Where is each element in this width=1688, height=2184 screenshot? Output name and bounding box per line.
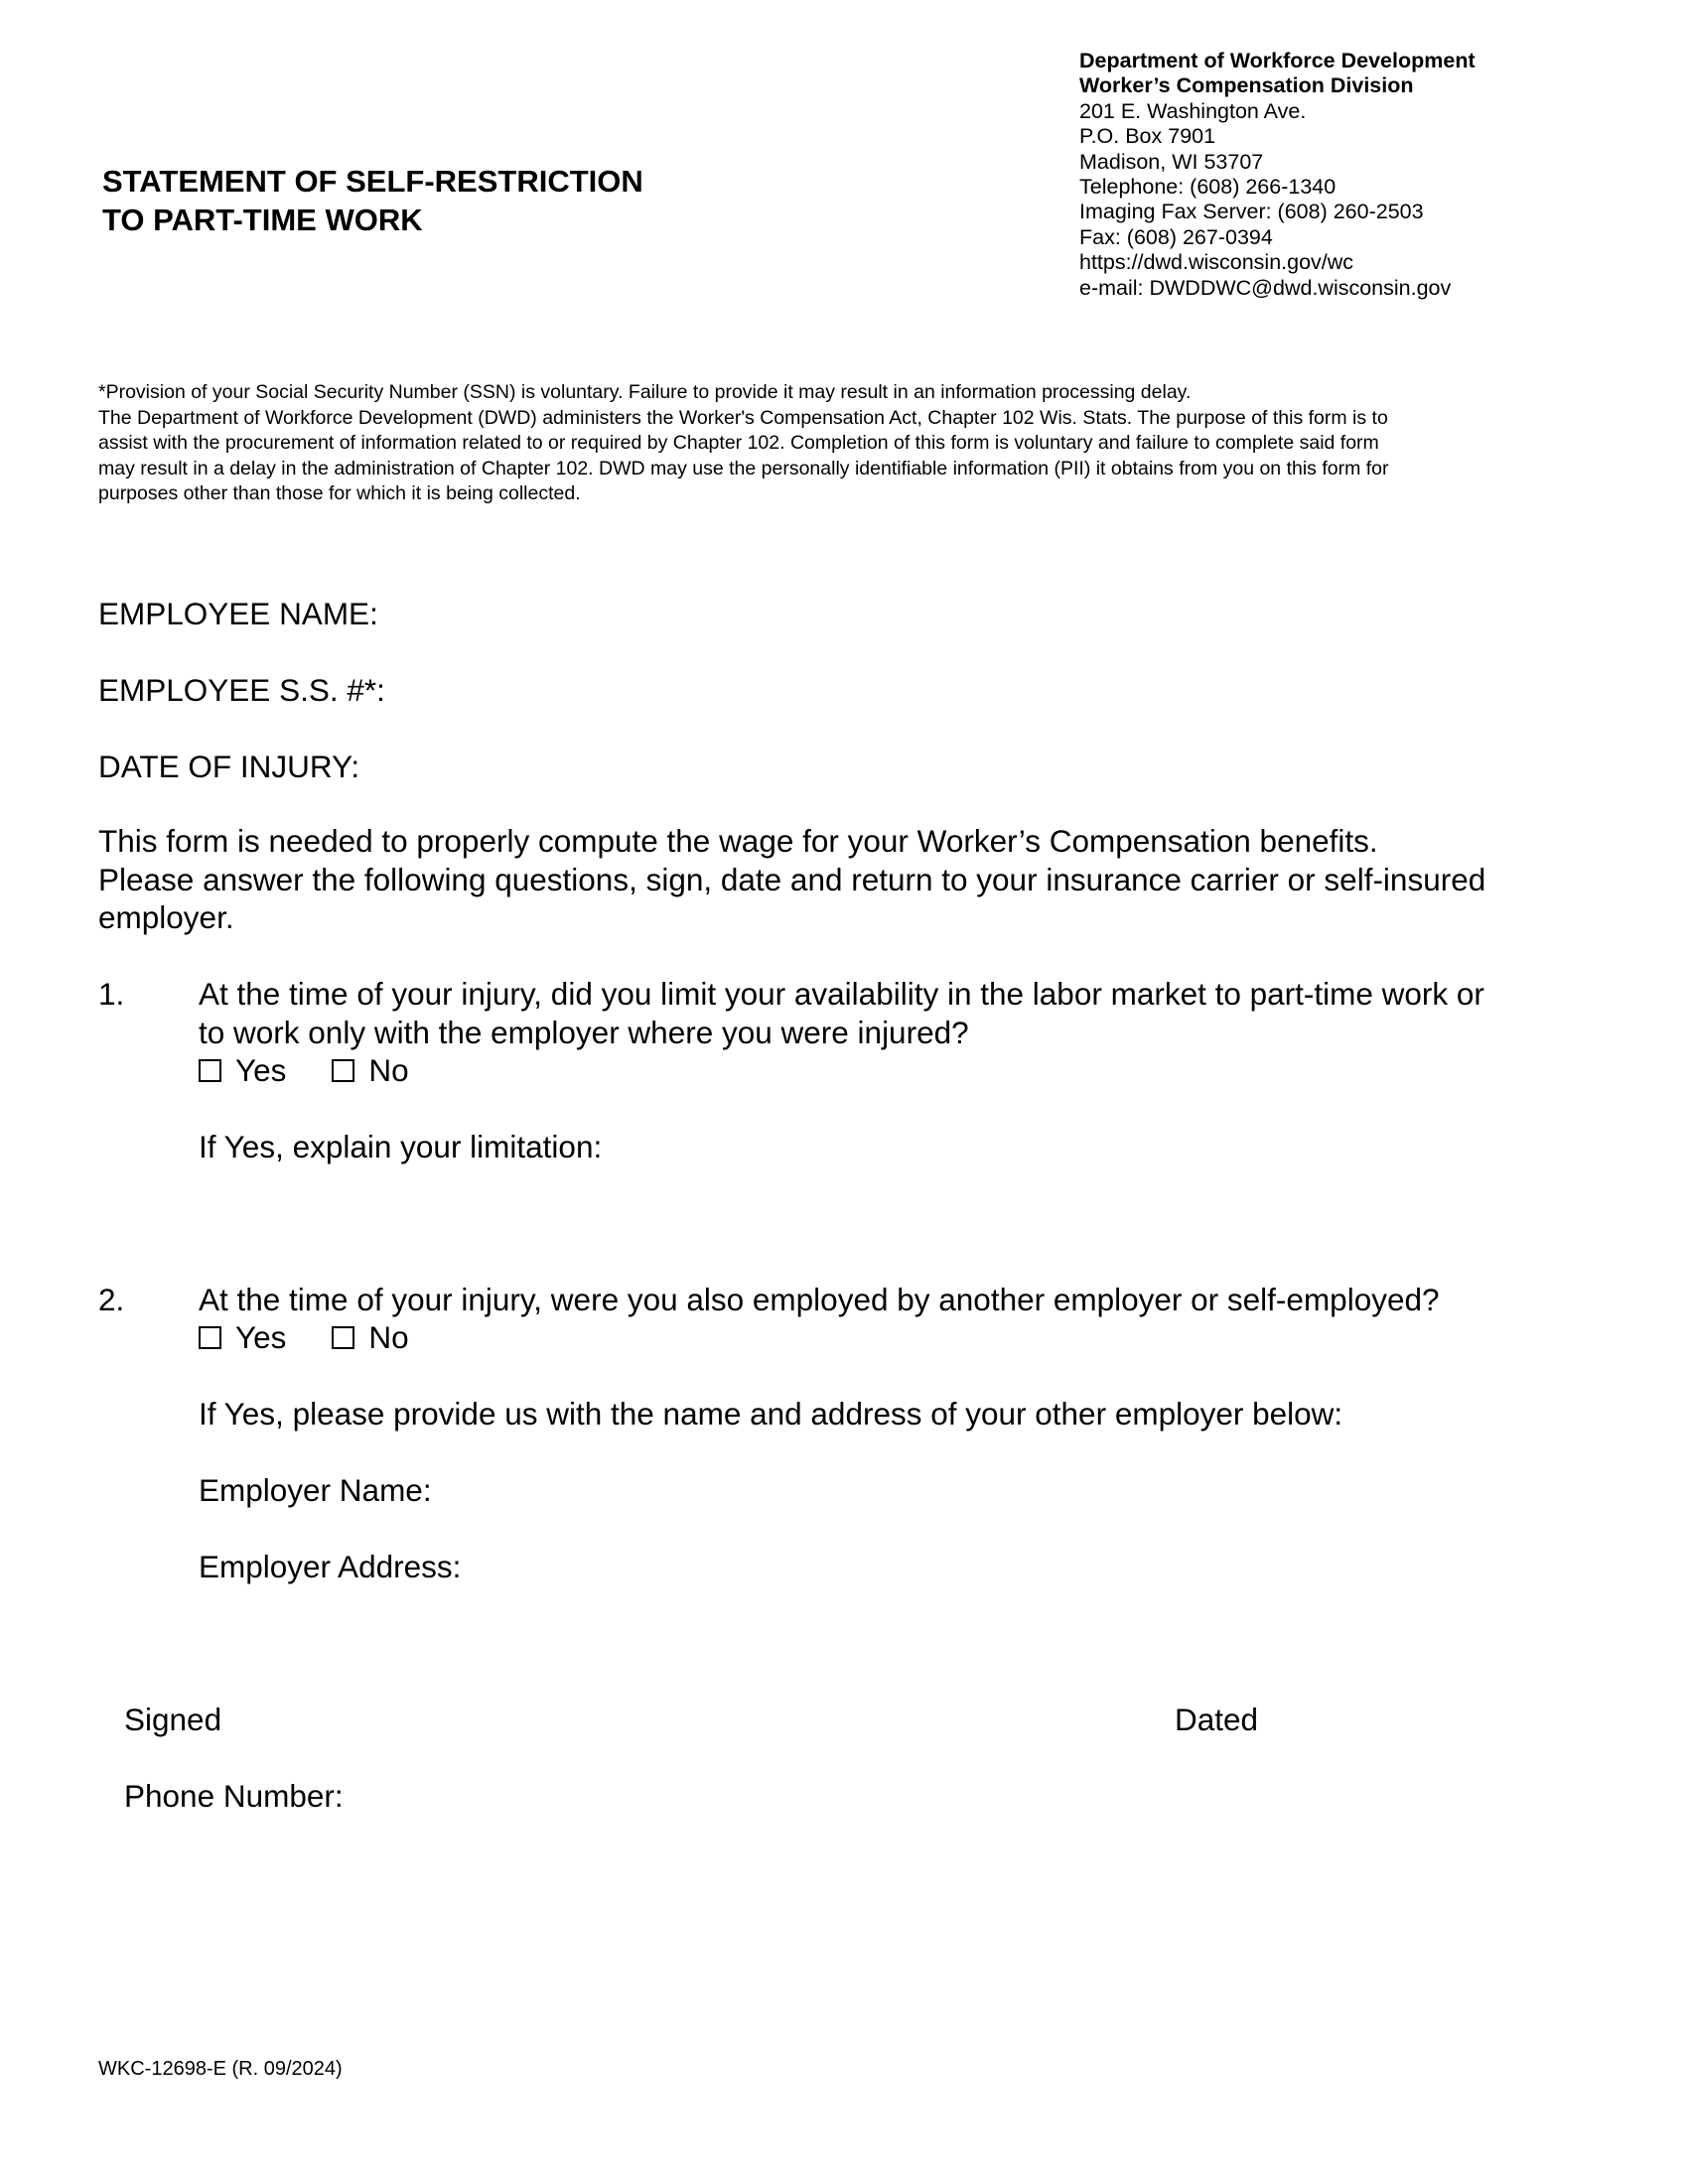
question-2-no-checkbox[interactable] <box>332 1326 354 1349</box>
division-name: Worker’s Compensation Division <box>1079 73 1414 98</box>
question-2-followup-text: If Yes, please provide us with the name and address of your other employer below: <box>199 1396 1343 1432</box>
question-2-line-1: At the time of your injury, were you also employed by another employer or self-employed? <box>199 1282 1440 1317</box>
privacy-line-4: may result in a delay in the administration of Chapter 102. DWD may use the personally identifiable information (PII) it obtains from you on this form for <box>98 457 1389 479</box>
form-id-footer: WKC-12698-E (R. 09/2024) <box>98 2058 343 2080</box>
question-1-text <box>199 975 1484 1051</box>
question-1-yes-option[interactable] <box>199 1051 286 1089</box>
question-1-number: 1. <box>98 976 125 1012</box>
question-2-options <box>199 1318 409 1356</box>
question-2-no-option[interactable] <box>332 1318 408 1356</box>
privacy-line-2: The Department of Workforce Development (DWD) administers the Worker's Compensation Act, Chapter 102 Wis. Stats. The purpose of this form is to <box>98 406 1388 429</box>
question-2-text <box>199 1281 1440 1319</box>
form-title-line-1: STATEMENT OF SELF-RESTRICTION <box>102 164 643 199</box>
agency-street: 201 E. Washington Ave. <box>1079 98 1307 123</box>
intro-line-2: Please answer the following questions, sign, date and return to your insurance carrier or self-insured <box>98 861 1486 897</box>
privacy-line-5: purposes other than those for which it is being collected. <box>98 482 581 505</box>
employer-address-field[interactable]: Employer Address: <box>199 1549 462 1584</box>
question-1-no-label: No <box>368 1052 409 1088</box>
agency-email: e-mail: DWDDWC@dwd.wisconsin.gov <box>1079 275 1452 300</box>
dated-field[interactable]: Dated <box>1175 1702 1259 1737</box>
agency-name: Department of Workforce Development <box>1079 49 1476 72</box>
intro-line-3: employer. <box>98 899 234 935</box>
question-1-yes-checkbox[interactable] <box>199 1059 221 1082</box>
agency-contact-block <box>1079 49 1476 301</box>
agency-imaging-fax: Imaging Fax Server: (608) 260-2503 <box>1079 200 1424 224</box>
employee-ss-field[interactable]: EMPLOYEE S.S. #*: <box>98 672 385 708</box>
question-1-no-checkbox[interactable] <box>332 1059 354 1082</box>
date-of-injury-field[interactable]: DATE OF INJURY: <box>98 749 360 784</box>
employee-name-field[interactable]: EMPLOYEE NAME: <box>98 596 378 631</box>
question-1-options <box>199 1051 409 1089</box>
phone-number-field[interactable]: Phone Number: <box>124 1778 344 1814</box>
form-title <box>102 162 643 239</box>
privacy-line-3: assist with the procurement of information related to or required by Chapter 102. Completion of this form is voluntary and failure to complete said form <box>98 432 1379 455</box>
signed-field[interactable]: Signed <box>124 1702 222 1737</box>
question-2-no-label: No <box>368 1319 409 1355</box>
agency-telephone: Telephone: (608) 266-1340 <box>1079 175 1336 200</box>
question-2-yes-label: Yes <box>235 1319 287 1355</box>
question-1-line-1: At the time of your injury, did you limit your availability in the labor market to part-time work or <box>199 976 1484 1012</box>
question-1-line-2: to work only with the employer where you were injured? <box>199 1014 969 1050</box>
intro-line-1: This form is needed to properly compute the wage for your Worker’s Compensation benefits. <box>98 823 1378 859</box>
intro-paragraph <box>98 822 1485 937</box>
employer-name-field[interactable]: Employer Name: <box>199 1472 432 1508</box>
question-1-no-option[interactable] <box>332 1051 408 1089</box>
form-title-line-2: TO PART-TIME WORK <box>102 203 423 237</box>
question-1-explanation-field[interactable]: If Yes, explain your limitation: <box>199 1129 603 1164</box>
question-2-yes-option[interactable] <box>199 1318 286 1356</box>
agency-po-box: P.O. Box 7901 <box>1079 124 1216 149</box>
agency-website: https://dwd.wisconsin.gov/wc <box>1079 250 1354 275</box>
privacy-line-1: *Provision of your Social Security Number (SSN) is voluntary. Failure to provide it may result in an information processing delay. <box>98 381 1192 403</box>
agency-fax: Fax: (608) 267-0394 <box>1079 224 1273 249</box>
agency-city: Madison, WI 53707 <box>1079 149 1264 174</box>
question-2-yes-checkbox[interactable] <box>199 1326 221 1349</box>
question-1-yes-label: Yes <box>235 1052 287 1088</box>
privacy-notice <box>98 380 1598 507</box>
question-2-number: 2. <box>98 1282 125 1317</box>
